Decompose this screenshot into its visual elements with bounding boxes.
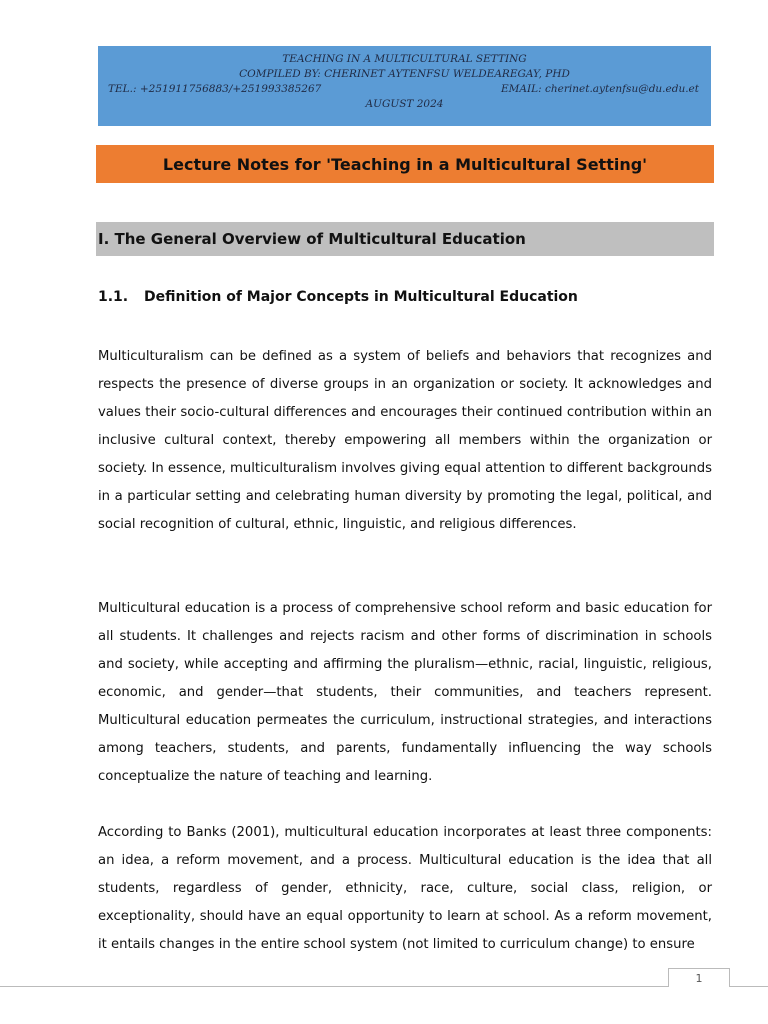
subsection-title: Definition of Major Concepts in Multicultural Education (144, 289, 578, 305)
contact-row (98, 82, 711, 97)
page-number: 1 (668, 968, 730, 987)
document-header (98, 46, 711, 126)
email: EMAIL: cherinet.aytenfsu@du.edu.et (501, 83, 699, 95)
course-title: TEACHING IN A MULTICULTURAL SETTING (282, 53, 527, 65)
paragraph-banks: According to Banks (2001), multicultural education incorporates at least three components: an idea, a reform movement, and a process. Multicultural education is the idea that all students, regardless of gender, ethnicity, race, culture, social class, religion, or exceptionality, should have an equal opportunity to learn at school. As a reform movement, it entails changes in the entire school system (not limited to curriculum change) to ensure (98, 825, 712, 952)
telephone: TEL.: +251911756883/+251993385267 (108, 83, 322, 95)
subsection-number: 1.1. (98, 289, 129, 305)
document-date: AUGUST 2024 (365, 98, 444, 110)
paragraph-multiculturalism: Multiculturalism can be defined as a system of beliefs and behaviors that recognizes and respects the presence of diverse groups in an organization or society. It acknowledges and values their socio-cultural differences and encourages their continued contribution within an inclusive cultural context, thereby empowering all members within the organization or society. In essence, multiculturalism involves giving equal attention to different backgrounds in a particular setting and celebrating human diversity by promoting the legal, political, and social recognition of cultural, ethnic, linguistic, and religious differences. (98, 349, 712, 532)
footer-divider (0, 986, 768, 987)
section-heading: I. The General Overview of Multicultural Education (96, 222, 714, 256)
paragraph-multicultural-education: Multicultural education is a process of comprehensive school reform and basic education for all students. It challenges and rejects racism and other forms of discrimination in schools and society, while accepting and affirming the pluralism—ethnic, racial, linguistic, religious, economic, and gender—that students, their communities, and teachers represent. Multicultural education permeates the curriculum, instructional strategies, and interactions among teachers, students, and parents, fundamentally influencing the way schools conceptualize the nature of teaching and learning. (98, 601, 712, 784)
subsection-heading (98, 289, 578, 305)
page-title: Lecture Notes for 'Teaching in a Multicultural Setting' (96, 145, 714, 183)
compiled-by: COMPILED BY: CHERINET AYTENFSU WELDEAREGAY, PHD (239, 68, 570, 80)
